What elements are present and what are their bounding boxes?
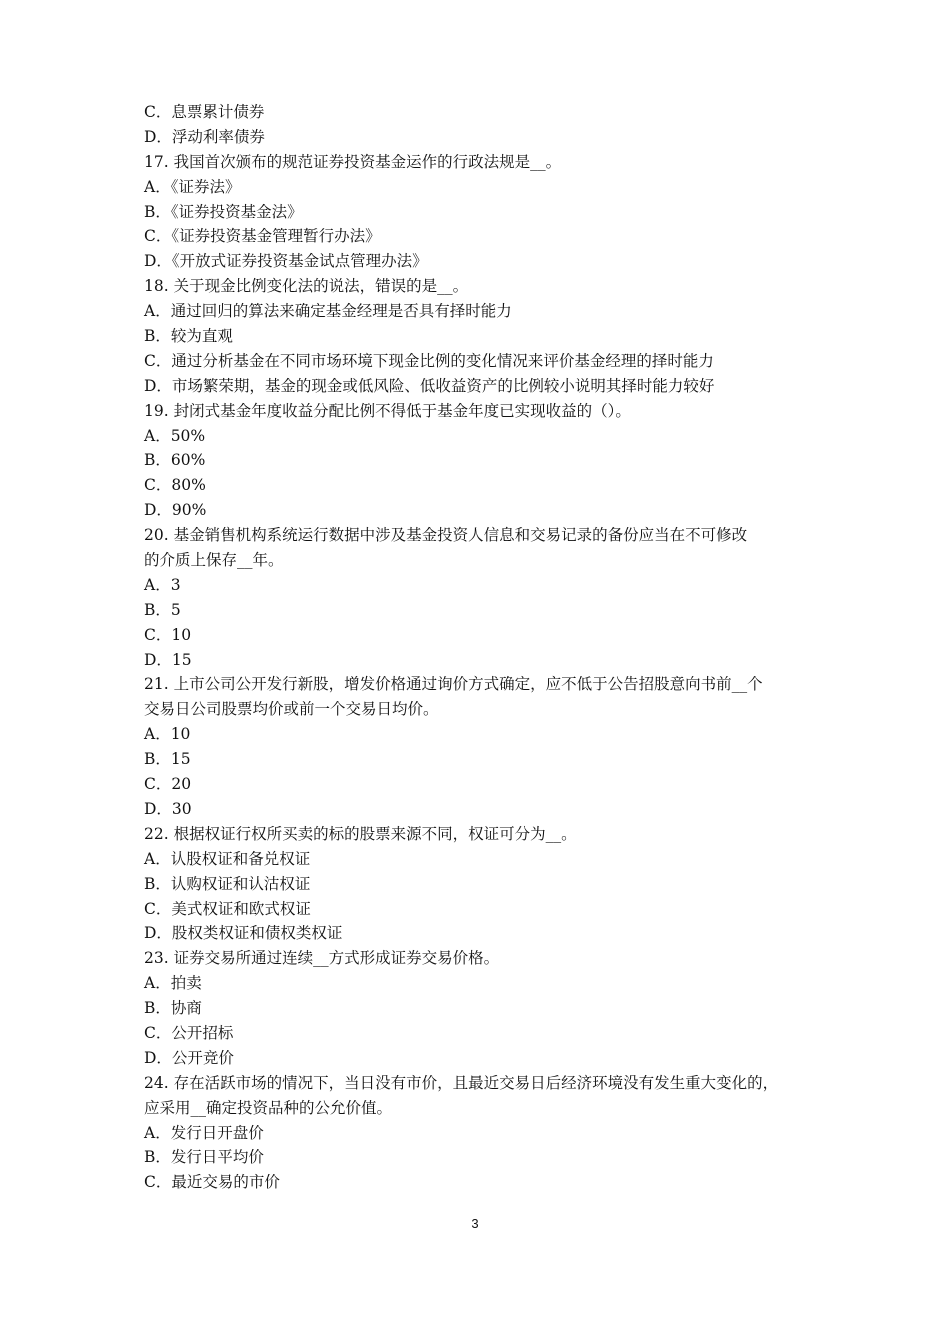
text-line: C．10	[144, 625, 192, 644]
text-line: D．市场繁荣期，基金的现金或低风险、低收益资产的比例较小说明其择时能力较好	[144, 376, 715, 395]
text-line: C．公开招标	[144, 1023, 234, 1042]
text-line: B．5	[144, 600, 181, 619]
text-line: A．发行日开盘价	[144, 1123, 264, 1142]
text-line: B．60%	[144, 451, 206, 470]
question-23-stem: 23. 证券交易所通过连续__方式形成证券交易价格。	[144, 949, 500, 968]
text-line: B．较为直观	[144, 327, 233, 346]
question-20-stem-cont: 的介质上保存__年。	[144, 551, 284, 570]
question-20-stem: 20. 基金销售机构系统运行数据中涉及基金投资人信息和交易记录的备份应当在不可修改	[144, 526, 748, 545]
question-19-stem: 19. 封闭式基金年度收益分配比例不得低于基金年度已实现收益的（）。	[144, 401, 631, 420]
question-24-stem: 24. 存在活跃市场的情况下，当日没有市价，且最近交易日后经济环境没有发生重大变化的，	[144, 1073, 779, 1092]
question-21-stem: 21. 上市公司公开发行新股，增发价格通过询价方式确定，应不低于公告招股意向书前__个	[144, 675, 763, 694]
text-line: D．15	[144, 650, 192, 669]
text-line: D．90%	[144, 501, 207, 520]
question-21-stem-cont: 交易日公司股票均价或前一个交易日均价。	[144, 700, 439, 719]
page-body	[144, 100, 824, 1195]
text-line: B．《证券投资基金法》	[144, 202, 303, 221]
text-line: A．10	[144, 725, 191, 744]
text-line: C．通过分析基金在不同市场环境下现金比例的变化情况来评价基金经理的择时能力	[144, 351, 714, 370]
text-line: C．《证券投资基金管理暂行办法》	[144, 227, 381, 246]
text-line: D．股权类权证和债权类权证	[144, 924, 343, 943]
text-line: B．认购权证和认沽权证	[144, 874, 311, 893]
text-line: C．20	[144, 775, 192, 794]
text-line: D．30	[144, 799, 192, 818]
text-line: C．80%	[144, 476, 206, 495]
text-line: A．50%	[144, 426, 206, 445]
text-line: D．浮动利率债券	[144, 127, 265, 146]
text-line: B．15	[144, 750, 191, 769]
page-number: 3	[471, 1216, 479, 1231]
question-22-stem: 22. 根据权证行权所买卖的标的股票来源不同，权证可分为__。	[144, 824, 577, 843]
question-17-stem: 17. 我国首次颁布的规范证券投资基金运作的行政法规是__。	[144, 152, 562, 171]
text-line: A．《证券法》	[144, 177, 241, 196]
text-line: B．发行日平均价	[144, 1148, 264, 1167]
question-18-stem: 18. 关于现金比例变化法的说法，错误的是__。	[144, 277, 469, 296]
text-line: A．通过回归的算法来确定基金经理是否具有择时能力	[144, 302, 512, 321]
text-line: C．息票累计债券	[144, 103, 265, 121]
text-line: A．3	[144, 575, 181, 594]
text-line: A．拍卖	[144, 974, 202, 993]
text-line: B．协商	[144, 999, 202, 1018]
question-24-stem-cont: 应采用__确定投资品种的公允价值。	[144, 1098, 393, 1117]
text-line: C．最近交易的市价	[144, 1173, 280, 1192]
text-line: C．美式权证和欧式权证	[144, 899, 311, 918]
text-line: A．认股权证和备兑权证	[144, 849, 311, 868]
text-line: D．《开放式证券投资基金试点管理办法》	[144, 252, 428, 271]
text-line: D．公开竞价	[144, 1048, 234, 1067]
